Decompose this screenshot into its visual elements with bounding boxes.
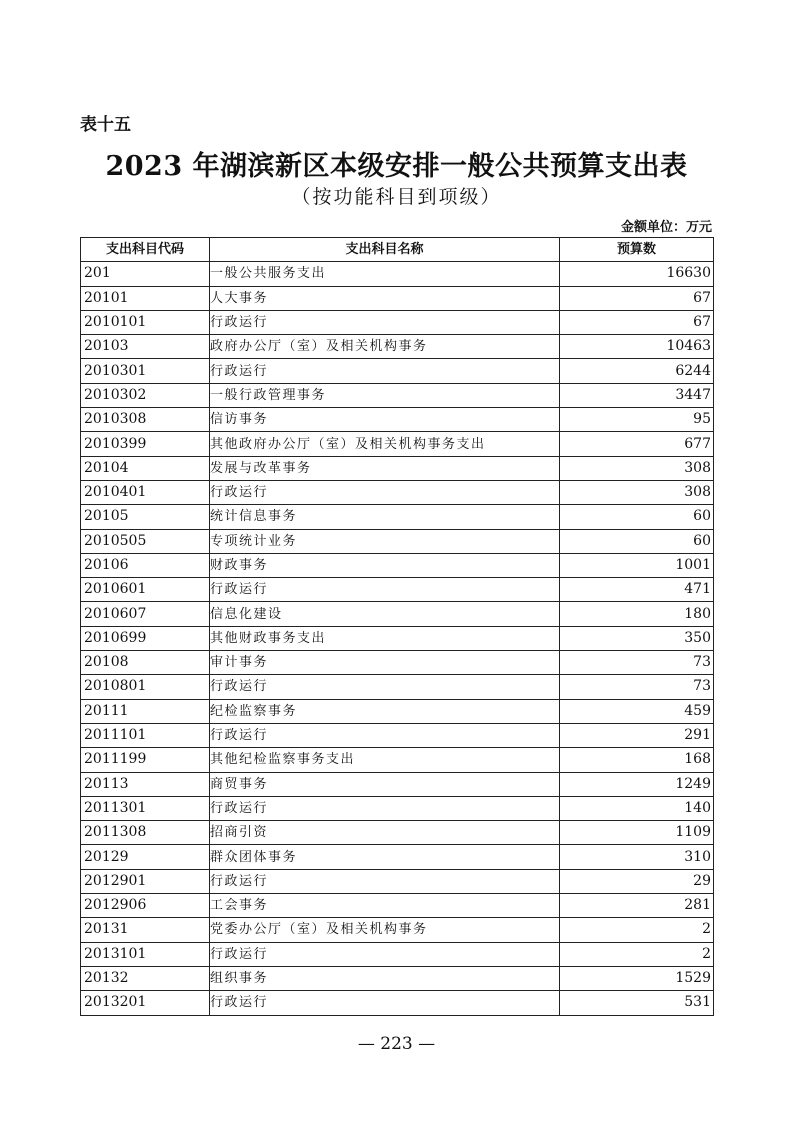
cell-code: 2011101 (81, 723, 210, 747)
table-row (81, 894, 714, 918)
cell-amount: 29 (560, 869, 714, 893)
cell-name: 统计信息事务 (210, 505, 560, 529)
cell-amount: 677 (560, 432, 714, 456)
cell-code: 2011308 (81, 821, 210, 845)
unit-label: 金额单位：万元 (620, 220, 712, 235)
cell-amount: 350 (560, 626, 714, 650)
table-row (81, 821, 714, 845)
table-row (81, 505, 714, 529)
cell-code: 2010399 (81, 432, 210, 456)
cell-name: 人大事务 (210, 286, 560, 310)
cell-name: 工会事务 (210, 894, 560, 918)
table-row (81, 942, 714, 966)
cell-amount: 73 (560, 651, 714, 675)
table-row (81, 651, 714, 675)
cell-amount: 60 (560, 505, 714, 529)
cell-code: 20132 (81, 966, 210, 990)
header-amount: 预算数 (560, 238, 714, 262)
table-row (81, 796, 714, 820)
table-row (81, 966, 714, 990)
cell-name: 发展与改革事务 (210, 456, 560, 480)
cell-name: 行政运行 (210, 310, 560, 334)
cell-code: 20129 (81, 845, 210, 869)
cell-name: 一般行政管理事务 (210, 383, 560, 407)
cell-code: 2011301 (81, 796, 210, 820)
cell-code: 20111 (81, 699, 210, 723)
page-title: 2023 年湖滨新区本级安排一般公共预算支出表 (105, 151, 688, 182)
cell-amount: 291 (560, 723, 714, 747)
table-row (81, 456, 714, 480)
table-row (81, 991, 714, 1015)
cell-code: 2010699 (81, 626, 210, 650)
cell-name: 专项统计业务 (210, 529, 560, 553)
cell-amount: 6244 (560, 359, 714, 383)
cell-code: 20106 (81, 553, 210, 577)
cell-code: 2010607 (81, 602, 210, 626)
table-row (81, 335, 714, 359)
cell-amount: 310 (560, 845, 714, 869)
table-row (81, 626, 714, 650)
cell-amount: 2 (560, 918, 714, 942)
cell-code: 2010505 (81, 529, 210, 553)
cell-code: 2012906 (81, 894, 210, 918)
cell-code: 2010101 (81, 310, 210, 334)
cell-amount: 60 (560, 529, 714, 553)
cell-amount: 180 (560, 602, 714, 626)
cell-name: 党委办公厅（室）及相关机构事务 (210, 918, 560, 942)
cell-code: 2013201 (81, 991, 210, 1015)
table-row (81, 359, 714, 383)
cell-amount: 3447 (560, 383, 714, 407)
cell-amount: 1109 (560, 821, 714, 845)
cell-name: 组织事务 (210, 966, 560, 990)
table-row (81, 578, 714, 602)
cell-name: 行政运行 (210, 942, 560, 966)
cell-amount: 1001 (560, 553, 714, 577)
cell-code: 2010801 (81, 675, 210, 699)
header-name: 支出科目名称 (210, 238, 560, 262)
cell-name: 行政运行 (210, 578, 560, 602)
cell-amount: 16630 (560, 262, 714, 286)
table-row (81, 310, 714, 334)
cell-name: 群众团体事务 (210, 845, 560, 869)
cell-code: 2010302 (81, 383, 210, 407)
cell-name: 信访事务 (210, 408, 560, 432)
table-header-row (81, 238, 714, 262)
cell-name: 其他纪检监察事务支出 (210, 748, 560, 772)
table-row (81, 869, 714, 893)
cell-name: 纪检监察事务 (210, 699, 560, 723)
cell-name: 其他政府办公厅（室）及相关机构事务支出 (210, 432, 560, 456)
table-row (81, 845, 714, 869)
cell-name: 信息化建设 (210, 602, 560, 626)
table-row (81, 408, 714, 432)
cell-amount: 10463 (560, 335, 714, 359)
table-row (81, 748, 714, 772)
cell-name: 行政运行 (210, 991, 560, 1015)
cell-name: 财政事务 (210, 553, 560, 577)
cell-code: 20113 (81, 772, 210, 796)
cell-code: 2010601 (81, 578, 210, 602)
cell-amount: 471 (560, 578, 714, 602)
cell-code: 20108 (81, 651, 210, 675)
cell-code: 20101 (81, 286, 210, 310)
table-row (81, 286, 714, 310)
cell-name: 政府办公厅（室）及相关机构事务 (210, 335, 560, 359)
table-row (81, 480, 714, 504)
cell-code: 2010301 (81, 359, 210, 383)
cell-code: 2011199 (81, 748, 210, 772)
cell-code: 2010308 (81, 408, 210, 432)
page-subtitle: （按功能科目到项级） (291, 186, 502, 208)
table-row (81, 675, 714, 699)
budget-table (80, 237, 714, 1016)
cell-name: 商贸事务 (210, 772, 560, 796)
cell-name: 行政运行 (210, 723, 560, 747)
cell-code: 201 (81, 262, 210, 286)
table-row (81, 529, 714, 553)
cell-amount: 67 (560, 286, 714, 310)
cell-code: 2013101 (81, 942, 210, 966)
table-row (81, 262, 714, 286)
cell-name: 行政运行 (210, 359, 560, 383)
table-row (81, 772, 714, 796)
cell-amount: 308 (560, 456, 714, 480)
page-number: — 223 — (357, 1034, 436, 1054)
cell-code: 20104 (81, 456, 210, 480)
cell-amount: 67 (560, 310, 714, 334)
cell-name: 审计事务 (210, 651, 560, 675)
table-row (81, 432, 714, 456)
cell-code: 20103 (81, 335, 210, 359)
cell-amount: 73 (560, 675, 714, 699)
cell-code: 20131 (81, 918, 210, 942)
cell-name: 其他财政事务支出 (210, 626, 560, 650)
table-label: 表十五 (80, 115, 131, 135)
cell-amount: 459 (560, 699, 714, 723)
cell-name: 行政运行 (210, 480, 560, 504)
cell-name: 行政运行 (210, 796, 560, 820)
cell-name: 一般公共服务支出 (210, 262, 560, 286)
table-row (81, 723, 714, 747)
cell-amount: 308 (560, 480, 714, 504)
table-body (81, 262, 714, 1015)
cell-code: 20105 (81, 505, 210, 529)
cell-amount: 1529 (560, 966, 714, 990)
cell-amount: 1249 (560, 772, 714, 796)
table-row (81, 918, 714, 942)
cell-name: 招商引资 (210, 821, 560, 845)
cell-code: 2012901 (81, 869, 210, 893)
cell-amount: 140 (560, 796, 714, 820)
cell-amount: 531 (560, 991, 714, 1015)
table-row (81, 602, 714, 626)
cell-amount: 281 (560, 894, 714, 918)
cell-code: 2010401 (81, 480, 210, 504)
table-row (81, 553, 714, 577)
table-row (81, 383, 714, 407)
cell-amount: 168 (560, 748, 714, 772)
header-code: 支出科目代码 (81, 238, 210, 262)
cell-name: 行政运行 (210, 675, 560, 699)
cell-amount: 2 (560, 942, 714, 966)
cell-name: 行政运行 (210, 869, 560, 893)
table-row (81, 699, 714, 723)
cell-amount: 95 (560, 408, 714, 432)
